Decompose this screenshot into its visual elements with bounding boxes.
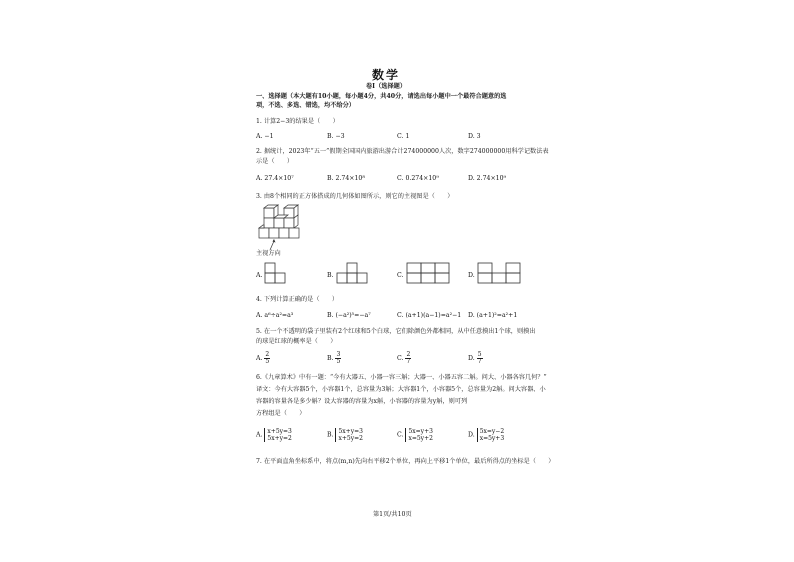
q5-option-b-label: B. bbox=[327, 355, 334, 362]
q7-stem: 7. 在平面直角坐标系中，将点(m,n)先向右平移2个单位，再向上平移1个单位，最后所得点的坐标是（ ） bbox=[256, 458, 555, 465]
q2-stem-line2: 示是（ ） bbox=[256, 158, 294, 165]
q2-option-d: D. 2.74×10⁹ bbox=[468, 175, 506, 182]
q3-option-c-label: C. bbox=[397, 272, 404, 279]
q6-option-c bbox=[397, 428, 433, 442]
q4-option-a: A. a⁶÷a²=a³ bbox=[256, 312, 294, 319]
q5-option-c-fraction bbox=[405, 352, 411, 365]
q6-stem-line1: 6.《九章算术》中有一题：“今有大器五、小器一容三斛；大器一、小器五容二斛。问大、小器各容几何？” bbox=[256, 374, 547, 381]
denominator: 7 bbox=[406, 358, 411, 365]
q1-option-c: C. 1 bbox=[397, 133, 410, 140]
q5-option-d-label: D. bbox=[468, 355, 475, 362]
q6-option-d bbox=[468, 428, 504, 442]
q4-option-d: D. (a+1)²=a²+1 bbox=[468, 312, 518, 319]
q5-option-a-fraction bbox=[264, 352, 270, 365]
q6-stem-line3: 容器的容量各是多少斛？设大容器的容量为x斛，小容器的容量为y斛，则可列 bbox=[256, 398, 468, 405]
numerator: 2 bbox=[265, 351, 270, 358]
q5-option-d-fraction bbox=[477, 352, 483, 365]
q3-option-b-label: B. bbox=[327, 272, 334, 279]
numerator: 3 bbox=[336, 351, 341, 358]
q4-stem: 4. 下列计算正确的是（ ） bbox=[256, 296, 339, 303]
q5-option-a bbox=[256, 352, 270, 365]
q4-option-b: B. (−a²)⁵=−a⁷ bbox=[327, 312, 371, 319]
q3-option-d-figure bbox=[477, 262, 521, 284]
q5-option-c bbox=[397, 352, 411, 365]
equation-1: 5x+y=3 bbox=[338, 428, 363, 435]
q6-stem-line2: 译文：今有大容器5个，小容器1个，总容量为3斛；大容器1个，小容器5个，总容量为2斛。问大容器、小 bbox=[256, 386, 546, 393]
q2-option-b: B. 2.74×10⁸ bbox=[327, 175, 365, 182]
q3-option-a-label: A. bbox=[256, 272, 263, 279]
q3-option-b-figure bbox=[336, 262, 368, 284]
equation-2: 5x+y=2 bbox=[267, 435, 292, 442]
q1-stem: 1. 计算2−3的结果是（ ） bbox=[256, 118, 339, 125]
q5-option-d bbox=[468, 352, 483, 365]
equation-1: x+5y=3 bbox=[267, 428, 292, 435]
q3-view-direction-label: 主视方向 bbox=[256, 250, 281, 257]
q6-option-b-system bbox=[335, 428, 362, 442]
equation-2: x=5y+2 bbox=[408, 435, 433, 442]
q6-option-c-system bbox=[405, 428, 432, 442]
numerator: 2 bbox=[406, 351, 411, 358]
q5-option-a-label: A. bbox=[256, 355, 263, 362]
q6-option-d-label: D. bbox=[468, 431, 475, 439]
q2-option-a: A. 27.4×10⁷ bbox=[256, 175, 294, 182]
numerator: 5 bbox=[477, 351, 482, 358]
q3-option-d-label: D. bbox=[468, 272, 475, 279]
q4-option-c: C. (a+1)(a−1)=a²−1 bbox=[397, 312, 462, 319]
q3-stem: 3. 由8个相同的正方体搭成的几何体如图所示，则它的主视图是（ ） bbox=[256, 193, 454, 200]
q5-stem-line2: 的球是红球的概率是（ ） bbox=[256, 338, 337, 345]
q1-option-b: B. −3 bbox=[327, 133, 345, 140]
q1-option-d: D. 3 bbox=[468, 133, 481, 140]
section-heading-line1: 一、选择题（本大题有10小题，每小题4分，共40分，请选出每小题中一个最符合题意的选 bbox=[256, 93, 507, 100]
q3-solid-figure bbox=[256, 204, 306, 252]
q6-option-d-system bbox=[477, 428, 504, 442]
q6-option-a-system bbox=[264, 428, 291, 442]
page-title: 数学 bbox=[372, 68, 401, 82]
q5-option-b-fraction bbox=[335, 352, 341, 365]
equation-1: 5x=y+3 bbox=[408, 428, 433, 435]
q2-option-c: C. 0.274×10⁹ bbox=[397, 175, 439, 182]
q6-option-b bbox=[327, 428, 363, 442]
volume-heading: 卷Ⅰ（选择题） bbox=[366, 83, 407, 90]
q6-option-b-label: B. bbox=[327, 431, 334, 439]
denominator: 5 bbox=[336, 358, 341, 365]
q6-option-a-label: A. bbox=[256, 431, 263, 439]
q1-option-a: A. −1 bbox=[256, 133, 274, 140]
q3-option-c-figure bbox=[406, 262, 450, 284]
q6-stem-line4: 方程组是（ ） bbox=[256, 410, 306, 417]
q6-option-a bbox=[256, 428, 292, 442]
denominator: 7 bbox=[477, 358, 482, 365]
equation-1: 5x=y−2 bbox=[479, 428, 505, 435]
section-heading-line2: 项，不选、多选、错选，均不给分） bbox=[256, 102, 355, 109]
q5-option-b bbox=[327, 352, 341, 365]
equation-2: x+5y=2 bbox=[338, 435, 363, 442]
q2-stem-line1: 2. 据统计，2023年“五一”假期全国国内旅游出游合计274000000人次，数字274000000用科学记数法表 bbox=[256, 148, 549, 155]
q5-option-c-label: C. bbox=[397, 355, 404, 362]
q5-stem-line1: 5. 在一个不透明的袋子里装有2个红球和5个白球，它们除颜色外都相同，从中任意摸出1个球，则摸出 bbox=[256, 328, 536, 335]
q3-option-a-figure bbox=[264, 262, 286, 284]
q6-option-c-label: C. bbox=[397, 431, 404, 439]
denominator: 5 bbox=[265, 358, 270, 365]
equation-2: x=5y+3 bbox=[479, 435, 505, 442]
page-footer: 第1页/共10页 bbox=[373, 511, 412, 518]
